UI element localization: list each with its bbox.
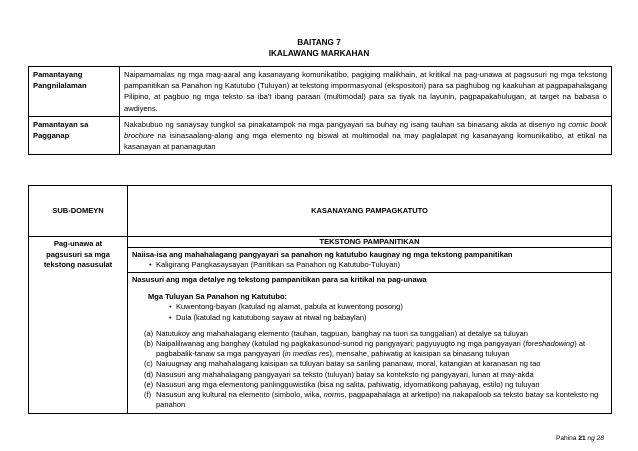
- list-item: • Kaligirang Pangkasaysayan (Panitikan sa Panahon ng Katutubo-Tuluyan): [156, 260, 607, 270]
- subdomain-cell: Pag-unawa at pagsusuri sa mga tekstong nasusulat: [29, 237, 128, 414]
- table-row: [29, 67, 612, 117]
- standard-text: Nakabubuo ng sanaysay tungkol sa pinakatampok na mga pangyayari sa buhay ng isang tauhan sa binasang akda at disenyo ng comic book brochure na isinasaalang-alang ang mga elemento ng biswal at multimodal na may paglalapat ng kasanayang komunikatibo, at etikal na kasanayan at pananagutan: [120, 116, 612, 155]
- competency-table: [28, 185, 612, 414]
- standard-label: Pamantayang Pangnilalaman: [29, 67, 120, 117]
- list-item: • Kuwentong-bayan (katulad ng alamat, pabula at kuwentong posong): [176, 302, 607, 312]
- table-header-row: [29, 186, 612, 237]
- list-item: (a) Natutukoy ang mahahalagang elemento (tauhan, tagpuan, banghay na tuon sa tunggalian) at detalye sa tuluyan: [144, 328, 528, 338]
- competency-cell: Nasusuri ang mga detalye ng tekstong pampanitikan para sa kritikal na pag-unawa Mga Tuluyan Sa Panahon ng Katutubo: • Kuwentong-bayan (katulad ng alamat, pabula at kuwentong posong) • Dula (katulad ng katutubong sayaw at ritwal ng babaylan) (a) Natutukoy ang mahahalagang elemento (tauhan, tagpuan, banghay na tuon sa tunggalian) at detalye sa tuluyan (b) Naipaliliwanag ang banghay (katulad ng pagkakasunod-sunod ng pangyayari; pagyuyugto ng mga pangyayari (foreshadowing) at pagbabalik-tanaw sa mga pangyayari (in medias res), mensahe, pahiwatig at kaisipan sa binasang tuluyan (c) Naiuugnay ang mahahalagang kaisipan sa tuluyan batay sa sariling pananaw, moral, katangian at karanasan ng tao (d) Nasusuri ang mahahalagang pangyayari sa teksto (tuluyan) batay sa konteksto ng pangyayari, lunan at may-akda (e) Nasusuri ang mga elementong panlingguwistika (bisa ng salita, pahiwatig, idyomatikong pahayag, estilo) ng tuluyan (f) Nasusuri ang kultural na elemento (simbolo, wika, norms, pagpapahalaga at arketipo) na nakapaloob sa teksto batay sa konteksto ng panahon: [128, 273, 612, 414]
- list-item: (f) Nasusuri ang kultural na elemento (simbolo, wika, norms, pagpapahalaga at arketipo) na nakapaloob sa teksto batay sa konteksto ng panahon: [144, 390, 599, 410]
- competency-header: KASANAYANG PAMPAGKATUTO: [128, 186, 612, 237]
- grade-heading: BAITANG 7: [297, 38, 341, 47]
- standard-text: Naipamamalas ng mga mag-aaral ang kasanayang komunikatibo, pagiging malikhain, at kritikal na pag-unawa at pagsusuri ng mga tekstong pampanitikan sa Panahon ng Katutubo (Tuluyan) at tekstong impormasyonal (ekspositori) para sa paghubog ng kaakuhan at pagpapahalagang Pilipino, at pagbuo ng mga teksto sa iba't ibang paraan (multimodal) para sa tiyak na layunin, pagpapakahulugan, at target na babasa o awdiyens.: [120, 67, 612, 117]
- table-row: [29, 237, 612, 248]
- list-item: • Dula (katulad ng katutubong sayaw at ritwal ng babaylan): [176, 313, 607, 323]
- page-number: Pahina 21 ng 28: [555, 435, 604, 442]
- section-title: TEKSTONG PAMPANITIKAN: [128, 237, 612, 248]
- competency-cell: Naiisa-isa ang mahahalagang pangyayari sa panahon ng katutubo kaugnay ng mga tekstong pampanitikan • Kaligirang Pangkasaysayan (Panitikan sa Panahon ng Katutubo-Tuluyan): [128, 248, 612, 273]
- list-item: (c) Naiuugnay ang mahahalagang kaisipan sa tuluyan batay sa sariling pananaw, moral, katangian at karanasan ng tao: [144, 359, 541, 369]
- subdomain-header: SUB-DOMEYN: [29, 186, 128, 237]
- standard-label: Pamantayan sa Pagganap: [29, 116, 120, 155]
- list-item: (e) Nasusuri ang mga elementong panlingguwistika (bisa ng salita, pahiwatig, idyomatikong pahayag, estilo) ng tuluyan: [144, 379, 540, 389]
- list-item: (d) Nasusuri ang mahahalagang pangyayari sa teksto (tuluyan) batay sa konteksto ng pangyayari, lunan at may-akda: [144, 369, 534, 379]
- list-item: (b) Naipaliliwanag ang banghay (katulad ng pagkakasunod-sunod ng pangyayari; pagyuyugto ng mga pangyayari (foreshadowing) at pagbabalik-tanaw sa mga pangyayari (in medias res), mensahe, pahiwatig at kaisipan sa binasang tuluyan: [144, 339, 586, 359]
- standards-table: [28, 66, 612, 155]
- table-row: [29, 116, 612, 155]
- quarter-heading: IKALAWANG MARKAHAN: [268, 49, 370, 58]
